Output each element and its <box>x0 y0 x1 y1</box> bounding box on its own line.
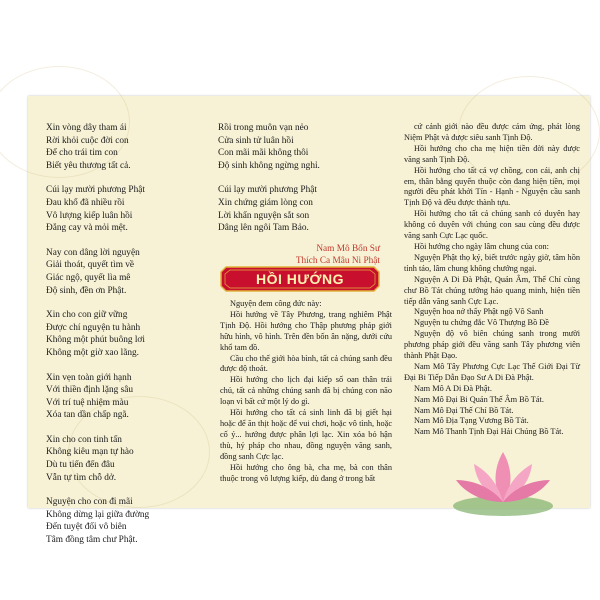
poem-stanza <box>46 184 226 234</box>
prose-paragraph: Cầu cho thế giới hòa bình, tất cả chúng sanh đều được độ thoát. <box>220 353 392 374</box>
prose-paragraph: Nguyện hoa nở thấy Phật ngộ Vô Sanh <box>414 307 544 317</box>
poem-line: Xin vẹn toàn giới hạnh <box>46 372 132 383</box>
prose-paragraph: Nguyện độ vô biên chúng sanh trong mười phương pháp giới đều vãng sanh Tây phương viên thành Phật Đạo. <box>404 329 580 361</box>
prose-paragraph: Hồi hướng cho tất cả chúng sanh có duyên hay không có duyên với chúng con sau cùng đều được vãng sanh Cực Lạc quốc. <box>404 209 580 241</box>
poem-line: Xin cho con tinh tấn <box>46 434 122 445</box>
signature-line: Nam Mô Bổn Sư <box>316 243 380 254</box>
poem-line: Biết yêu thương tất cả. <box>46 160 131 171</box>
prose-paragraph: Nam Mô A Di Đà Phật. <box>414 383 492 393</box>
right-prose-column <box>404 122 580 438</box>
poem-line: Được chí nguyện tu hành <box>46 322 141 333</box>
prose-paragraph: Nam Mô Địa Tạng Vương Bồ Tát. <box>414 416 529 426</box>
poem-line: Không dừng lại giữa đường <box>46 509 150 520</box>
poem-stanza <box>46 434 226 484</box>
prose-paragraph: Nam Mô Đại Thế Chí Bồ Tát. <box>414 405 514 415</box>
prose-paragraph: Hồi hướng cho ông bà, cha mẹ, bà con thân thuộc trong vô lượng kiếp, dù đang ở trong bất <box>220 462 392 483</box>
prose-paragraph: Hồi hướng cho tất cả sinh linh đã bị giết hại hoặc để ăn thịt hoặc để vui chơi, hoặc vô tình, hoặc cố ý... hướng được phân lợi lạc. Xin xóa bỏ hận thù, hỷ pháp cho nhau, đồng nguyện vãng sanh, đồng sanh Cực lạc. <box>220 408 392 461</box>
poem-line: Dâng lên ngôi Tam Bảo. <box>218 223 309 234</box>
prose-paragraph: Hồi hướng cho cha mẹ hiện tiền đời này được vãng sanh Tịnh Độ. <box>404 143 580 164</box>
poem-line: Với thiền định lặng sâu <box>46 385 134 396</box>
poem-line: Cúi lạy mười phương Phật <box>218 185 317 196</box>
prose-paragraph: Nguyện tu chứng đắc Vô Thượng Bồ Đề <box>414 318 549 328</box>
prose-paragraph: Nguyện Phật thọ ký, biết trước ngày giờ, tâm hồn tỉnh táo, lâm chung không chướng ngại. <box>404 252 580 273</box>
poem-line: Xin chứng giám lòng con <box>218 197 313 208</box>
signature-line: Thích Ca Mâu Ni Phật <box>295 256 380 267</box>
poem-line: Với trí tuệ nhiệm màu <box>46 397 129 408</box>
poem-stanza <box>46 496 226 546</box>
poem-line: Xin cho con giữ vững <box>46 310 128 321</box>
prose-paragraph: Nguyện đem công đức này: <box>230 299 322 308</box>
poem-line: Tâm đồng tâm chư Phật. <box>46 535 138 546</box>
section-title-banner <box>220 266 380 292</box>
poem-line: Xóa tan dần chấp ngã. <box>46 410 129 421</box>
prose-paragraph: Hồi hướng cho ngày lâm chung của con: <box>414 241 549 251</box>
poem-line: Không kiêu mạn tự hào <box>46 447 134 458</box>
poem-line: Nguyện cho con đi mãi <box>46 497 133 508</box>
middle-prose <box>220 299 392 484</box>
prose-paragraph: Hồi hướng cho tất cả vợ chồng, con cái, anh chị em, thân bằng quyến thuộc còn đang hiện tiền, mọi người đều phát khởi Tín - Hạnh - Nguyện cầu sanh Tịnh Độ và đều được thành tựu. <box>404 165 580 208</box>
poem-line: Giải thoát, quyết tìm về <box>46 260 135 271</box>
poem-stanza <box>218 122 398 172</box>
poem-line: Độ sinh, đền ơn Phật. <box>46 285 127 296</box>
poem-stanza <box>46 122 226 172</box>
left-poem-column <box>46 122 226 559</box>
poem-line: Xin vòng dây tham ái <box>46 123 127 133</box>
poem-line: Nay con dâng lời nguyện <box>46 247 140 258</box>
poem-stanza <box>218 184 398 234</box>
poem-line: Đắng cay và mỏi mệt. <box>46 223 128 234</box>
poem-line: Vô lượng kiếp luân hồi <box>46 210 133 221</box>
prose-paragraph: Hồi hướng cho lịch đại kiếp số oan thân trái chủ, tất cả những chúng sanh đã bị chúng con não loạn vì bất cứ một lý do gì. <box>220 375 392 407</box>
poem-line: Đến tuyệt đối vô biên <box>46 522 127 533</box>
poem-line: Không một phút buông lơi <box>46 335 145 346</box>
prose-paragraph: Nam Mô Thanh Tịnh Đại Hải Chúng Bồ Tát. <box>414 427 564 437</box>
poem-line: Đau khổ đã nhiều rồi <box>46 197 125 208</box>
poem-line: Không một giờ xao lãng. <box>46 347 139 358</box>
poem-line: Cúi lạy mười phương Phật <box>46 185 145 196</box>
poem-line: Lời khẩn nguyện sắt son <box>218 210 310 221</box>
poem-line: Con mãi mãi không thôi <box>218 148 309 159</box>
section-title: HỒI HƯỚNG <box>256 271 344 287</box>
prose-paragraph: cứ cảnh giới nào đều được cảm ứng, phát lòng Niệm Phật và được siêu sanh Tịnh Độ. <box>404 122 580 142</box>
poem-line: Rồi trong muôn vạn nẻo <box>218 123 309 133</box>
poem-line: Để cho trái tim con <box>46 148 118 159</box>
prose-paragraph: Nguyện A Di Đà Phật, Quán Âm, Thế Chí cùng chư Bồ Tát chúng tướng hảo quang minh, hiện tiền tiếp dẫn vãng sanh Cực Lạc. <box>404 274 580 306</box>
prose-paragraph: Nam Mô Đại Bi Quán Thế Âm Bồ Tát. <box>414 394 544 404</box>
poem-line: Rời khỏi cuộc đời con <box>46 135 129 146</box>
prose-paragraph: Hồi hướng về Tây Phương, trang nghiêm Phật Tịnh Độ. Hồi hướng cho Thập phương pháp giới hữu hình, vô hình. Trên đền bốn ân nặng, dưới cứu khổ tam đồ. <box>220 309 392 352</box>
poem-stanza <box>46 309 226 359</box>
signature <box>218 243 380 268</box>
poem-line: Độ sinh không ngừng nghỉ. <box>218 160 320 171</box>
prose-paragraph: Nam Mô Tây Phương Cực Lạc Thế Giới Đại Từ Đại Bi Tiếp Dẫn Đạo Sư A Di Đà Phật. <box>404 361 580 382</box>
poem-line: Cửa sinh tử luân hồi <box>218 135 294 146</box>
poem-line: Dù tu tiến đến đâu <box>46 460 115 471</box>
booklet-page <box>28 96 590 546</box>
middle-poem-column <box>218 122 398 268</box>
poem-stanza <box>46 247 226 297</box>
poem-line: Vẫn tự tìm chỗ dở. <box>46 472 117 483</box>
poem-line: Giác ngộ, quyết lìa mê <box>46 272 131 283</box>
lotus-flower-icon <box>448 444 558 514</box>
poem-stanza <box>46 372 226 422</box>
